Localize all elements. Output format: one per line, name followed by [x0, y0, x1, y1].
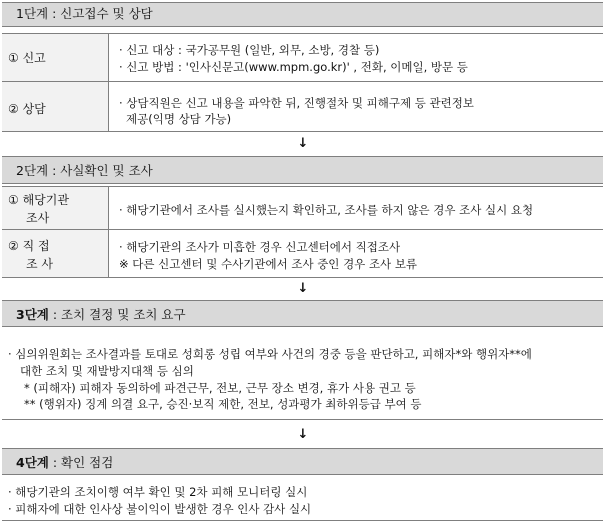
arrow-down-icon: ↓ — [297, 427, 309, 442]
agency-content-cell — [109, 187, 603, 229]
direct-label-line-2: 조 사 — [26, 257, 53, 271]
direct-label-line-1: ② 직 접 — [8, 239, 50, 253]
direct-label-cell — [2, 230, 109, 277]
step4-header — [2, 448, 603, 475]
step1-title: 1단계 : 신고접수 및 상담 — [16, 6, 153, 21]
counsel-line-1: · 상담직원은 신고 내용을 파악한 뒤, 진행절차 및 피해구제 등 관련정보 — [119, 96, 474, 110]
agency-line: · 해당기관에서 조사를 실시했는지 확인하고, 조사를 하지 않은 경우 조사 실시 요청 — [119, 203, 534, 217]
step3-line-1: · 심의위원회는 조사결과를 토대로 성희롱 성립 여부와 사건의 경중 등을 판단하고, 피해자*와 행위자**에 — [8, 347, 532, 361]
report-label-cell — [2, 34, 109, 81]
report-content-cell — [109, 34, 603, 81]
counsel-content-cell — [109, 82, 603, 131]
report-label: ① 신고 — [8, 51, 46, 65]
step1-header — [2, 2, 603, 27]
step2-header — [2, 156, 603, 184]
direct-line-1: · 해당기관의 조사가 미흡한 경우 신고센터에서 직접조사 — [119, 240, 401, 254]
step3-line-2: 대한 조치 및 재발방지대책 등 심의 — [20, 364, 194, 378]
step1-counsel-row — [2, 82, 603, 132]
step3-title-bold: 3단계 — [16, 307, 49, 322]
step3-header — [2, 300, 603, 327]
step3-line-3: * (피해자) 피해자 동의하에 파견근무, 전보, 근무 장소 변경, 휴가 사용 권고 등 — [24, 381, 416, 395]
step2-direct-row — [2, 230, 603, 278]
step4-line-2: · 피해자에 대한 인사상 불이익이 발생한 경우 인사 감사 실시 — [8, 502, 312, 516]
agency-label-line-2: 조사 — [26, 211, 50, 225]
step2-agency-row — [2, 186, 603, 230]
agency-label-cell — [2, 187, 109, 229]
arrow-down-icon: ↓ — [297, 136, 309, 151]
direct-content-cell — [109, 230, 603, 277]
direct-line-2: ※ 다른 신고센터 및 수사기관에서 조사 중인 경우 조사 보류 — [119, 257, 418, 271]
step3-body — [2, 327, 603, 420]
step3-line-4: ** (행위자) 징계 의결 요구, 승진·보직 제한, 전보, 성과평가 최하위등급 부여 등 — [24, 397, 422, 411]
step4-title-rest: : 확인 점검 — [48, 455, 114, 470]
counsel-line-2: 제공(익명 상담 가능) — [126, 112, 232, 126]
step4-title-bold: 4단계 — [16, 455, 49, 470]
arrow-down-icon: ↓ — [297, 281, 309, 296]
step4-body — [2, 475, 603, 521]
step4-line-1: · 해당기관의 조치이행 여부 확인 및 2차 피해 모니터링 실시 — [8, 485, 308, 499]
step2-title: 2단계 : 사실확인 및 조사 — [16, 163, 153, 178]
report-line-2: · 신고 방법 : '인사신문고(www.mpm.go.kr)' , 전화, 이메일, 방문 등 — [119, 60, 468, 74]
step3-title-rest: : 조치 결정 및 조치 요구 — [48, 307, 186, 322]
agency-label-line-1: ① 해당기관 — [8, 193, 69, 207]
counsel-label: ② 상담 — [8, 102, 46, 116]
report-line-1: · 신고 대상 : 국가공무원 (일반, 외무, 소방, 경찰 등) — [119, 43, 380, 57]
counsel-label-cell — [2, 82, 109, 131]
step1-report-row — [2, 33, 603, 82]
